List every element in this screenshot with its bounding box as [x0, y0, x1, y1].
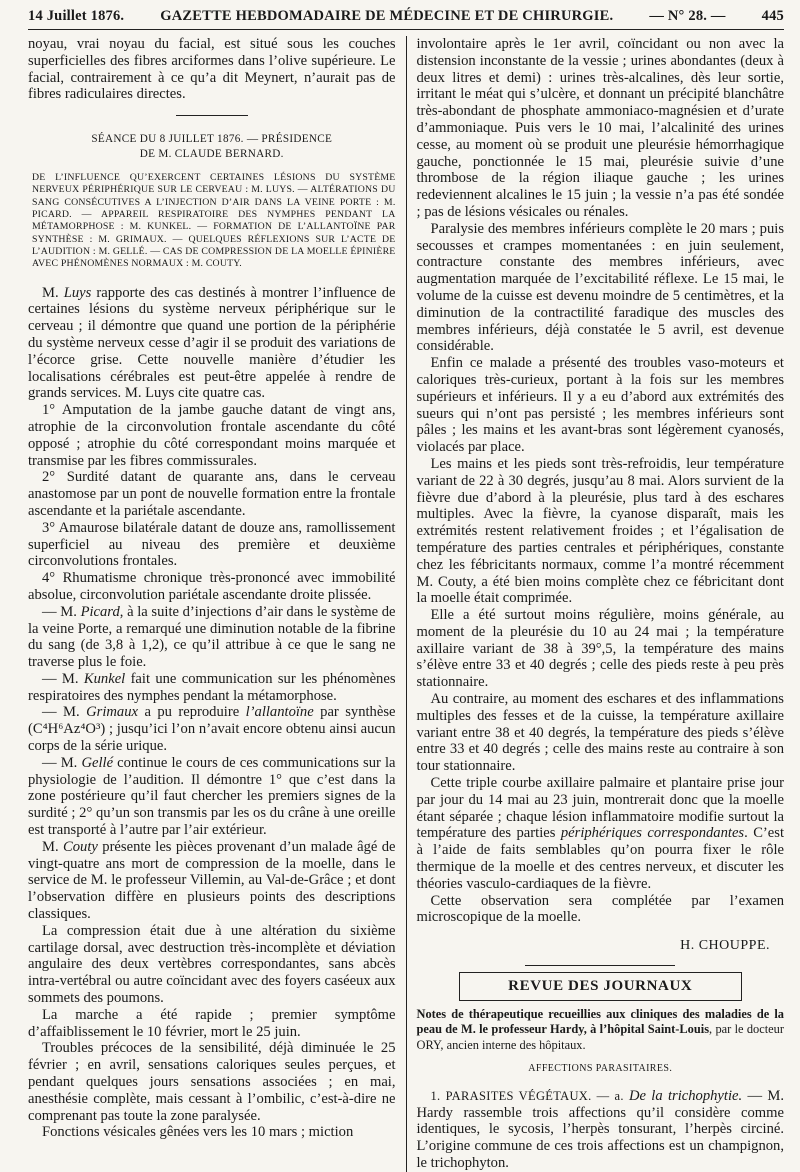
paragraph-grimaux: — M. Grimaux a pu reproduire l’allantoïne par synthèse (C⁴H⁶Az⁴O³) ; jusqu’ici l’on n’avait encore obtenu ainsi aucun corps de la série urique.: [28, 704, 396, 755]
paragraph-picard: — M. Picard, à la suite d’injections d’air dans le système de la veine Porte, a remarqué une diminution notable de la fibrine du sang (de 3,8 à 1,2), ce qu’il attribue à ce que le sang ne traverse plus le foie.: [28, 603, 396, 671]
divider: [525, 965, 675, 966]
header-journal-title: GAZETTE HEBDOMADAIRE DE MÉDECINE ET DE CHIRURGIE.: [160, 8, 614, 24]
paragraph: involontaire après le 1er avril, coïncidant ou non avec la distension inconstante de la vessie ; urines abondantes (deux à deux litres et demi) : urines très-alcalines, dès leur sortie, irritant le méat qui s’ulcère, et donnant un précipité blanchâtre très-abondant de phosphate ammoniaco-magnésien et d’urate d’ammoniaque. Puis vers le 10 mai, l’alcalinité des urines cesse, au moment où se produit une pleurésie hémorrhagique gauche, ponctionnée le 15 mai, pleurésie suivie d’une thrombose de la région iliaque gauche ; les urines redeviennent alcalines le 15 juin ; la vessie n’a pas été sondée ; pas de lésions vésicales ou rénales.: [416, 36, 784, 220]
case-2: 2° Surdité datant de quarante ans, dans le cerveau anastomose par un pont de nouvelle formation entre la frontale ascendante et la pariétale ascendante.: [28, 469, 396, 519]
paragraph-kunkel: — M. Kunkel fait une communication sur les phénomènes respiratoires des nymphes pendant la métamorphose.: [28, 670, 396, 704]
paragraph: Enfin ce malade a présenté des troubles vaso-moteurs et caloriques très-curieux, portant à la fois sur les membres supérieurs et inférieurs. Il y a eu d’abord aux extrémités des sueurs qui n’ont pas persisté ; les membres inférieurs sont pâles ; les mains et les avant-bras sont légèrement cyanosés, violacés par place.: [416, 355, 784, 456]
session-president-line: DE M. CLAUDE BERNARD.: [139, 148, 284, 161]
paragraph: Cette observation sera complétée par l’examen microscopique de la moelle.: [416, 892, 784, 926]
session-heading: [28, 132, 396, 162]
case-3: 3° Amaurose bilatérale datant de douze ans, ramollissement superficiel au niveau des première et deuxième circonvolutions frontales.: [28, 519, 396, 570]
author-signature: H. CHOUPPE.: [680, 938, 770, 954]
header-date: 14 Juillet 1876.: [28, 8, 125, 24]
left-column: [28, 36, 406, 1172]
paragraph: La compression était due à une altération du sixième cartilage dorsal, avec destruction très-incomplète et déviation angulaire des deux vertèbres correspondantes, sans abcès intra-vertébral ou autre coïncidant avec des foyers caséeux aux sommets des poumons.: [28, 922, 396, 1007]
article-heading: Notes de thérapeutique recueillies aux cliniques des maladies de la peau de M. le professeur Hardy, à l’hôpital Saint-Louis, par le docteur ORY, ancien interne des hôpitaux.: [416, 1006, 785, 1052]
subsection-heading: AFFECTIONS PARASITAIRES.: [528, 1063, 673, 1075]
header-page-number: 445: [761, 8, 784, 24]
paragraph: noyau, vrai noyau du facial, est situé sous les couches superficielles des fibres arciformes dans l’olive supérieure. Le facial, contrairement à ce qu’a dit Meynert, n’aurait pas de fibres radiculaires directes.: [28, 36, 396, 103]
right-column: [406, 36, 785, 1172]
paragraph-gelle: — M. Gellé continue le cours de ces communications sur la physiologie de l’audition. Il démontre 1° que c’est dans la zone postérieure qu’il faut chercher les premiers signes de la surdité ; 2° qu’un son transmis par les os du crâne à une oreille est transporté à l’autre par l’air extérieur.: [28, 754, 396, 839]
paragraph: Les mains et les pieds sont très-refroidis, leur température variant de 22 à 30 degrés, jusqu’au 8 mai. Alors survient de la fièvre due d’abord à la pleurésie, plus tard à des eschares multiples. Avec la fièvre, la cyanose disparaît, mais les extrémités restent relativement froides ; et l’égalisation de température des parties centrales et périphériques, constante chez les fébricitants normaux, comme l’a montré récemment M. Couty, a été bien moins complète chez ce fébricitant dont la moelle était comprimée.: [416, 455, 784, 607]
paragraph-luys: M. Luys rapporte des cas destinés à montrer l’influence de certaines lésions du système nerveux périphérique sur le cerveau ; il démontre que quand une portion de la périphérie du système nerveux cesse d’agir il se produit des variations de l’écorce grise. Cette nouvelle manière d’étudier les localisations cérébrales est peut-être appelée à rendre de grands services. M. Luys cite quatre cas.: [28, 284, 396, 402]
divider: [176, 115, 248, 116]
paragraph: Elle a été surtout moins régulière, moins générale, au moment de la pleurésie du 10 au 24 mai ; la température axillaire variant de 38 à 39°,5, la température des mains s’élève entre 33 et 40 degrés ; celle des pieds reste à peu près stationnaire.: [416, 607, 784, 691]
paragraph: Cette triple courbe axillaire palmaire et plantaire prise jour par jour du 14 mai au 23 juin, montrerait donc que la moelle étant séparée ; chaque lésion inflammatoire modifie surtout la température des parties périphériques correspondantes. C’est à l’aide de faits semblables qu’on pourra fixer le rôle thermique de la moelle et des centres nerveux, et discuter les théories vasculo-cardiaques de la fièvre.: [416, 775, 785, 892]
paragraph: 1. PARASITES VÉGÉTAUX. — a. De la trichophytie. — M. Hardy rassemble trois affections qu’il considère comme identiques, le sycosis, l’herpès tonsurant, l’herpès circiné. L’origine commune de ces trois affections est un champignon, le trichophyton.: [416, 1087, 784, 1172]
paragraph: Troubles précoces de la sensibilité, déjà diminuée le 25 février ; en avril, sensations caloriques seules perçues, et pendant quelques jours sensations associées ; en mai, anesthésie complète, mais cessant à l’ombilic, c’est-à-dire ne comprenant pas toute la zone paralysée.: [28, 1040, 396, 1124]
case-1: 1° Amputation de la jambe gauche datant de vingt ans, atrophie de la circonvolution frontale ascendante du côté opposé ; atrophie du côté correspondant moins marquée et transmise par les fibres commissurales.: [28, 402, 396, 469]
page-header: [28, 0, 784, 30]
paragraph-couty: M. Couty présente les pièces provenant d’un malade âgé de vingt-quatre ans mort de compression de la moelle, dans le service de M. le professeur Villemin, au Val-de-Grâce ; et dont l’observation diffère en plusieurs points des descriptions classiques.: [28, 838, 396, 923]
case-4: 4° Rhumatisme chronique très-prononcé avec immobilité absolue, circonvolution pariétale ascendante droite plissée.: [28, 570, 396, 603]
header-issue-number: — N° 28. —: [649, 8, 726, 24]
session-summary: DE L’INFLUENCE QU’EXERCENT CERTAINES LÉSIONS DU SYSTÈME NERVEUX PÉRIPHÉRIQUE SUR LE CERVEAU : M. LUYS. — ALTÉRATIONS DU SANG CONSÉCUTIVES A L’INJECTION D’AIR DANS LA VEINE PORTE : M. PICARD. — APPAREIL RESPIRATOIRE DES NYMPHES PENDANT LA MÉTAMORPHOSE : M. KUNKEL. — FORMATION DE L’ALLANTOÏNE PAR SYNTHÈSE : M. GRIMAUX. — QUELQUES RÉFLEXIONS SUR L’ACTE DE L’AUDITION : M. GELLÉ. — CAS DE COMPRESSION DE LA MOELLE ÉPINIÈRE AVEC PHÉNOMÈNES NORMAUX : M. COUTY.: [32, 172, 396, 270]
paragraph: Au contraire, au moment des eschares et des inflammations multiples des fesses et de la cuisse, la température axillaire variant entre 38 et 40 degrés, la température des pieds s’élève entre 33 et 40 degrés ; celle des mains reste au contraire à son tour stationnaire.: [416, 691, 784, 775]
paragraph: La marche a été rapide ; premier symptôme d’affaiblissement le 10 février, mort le 25 juin.: [28, 1006, 396, 1040]
section-title: REVUE DES JOURNAUX: [459, 972, 743, 1001]
paragraph: Paralysie des membres inférieurs complète le 20 mars ; puis secousses et crampes momentanées : en juin seulement, contracture constante des membres inférieurs, avec augmentation marquée de l’excitabilité réflexe. Le 15 mai, le volume de la cuisse est devenu moindre de 5 centimètres, et la diminution de la contractilité faradique des muscles des membres inférieurs, déjà constatée le 5 avril, est devenue considérable.: [416, 220, 784, 355]
paragraph: Fonctions vésicales gênées vers les 10 mars ; miction: [42, 1124, 354, 1141]
session-line: SÉANCE DU 8 JUILLET 1876. — PRÉSIDENCE: [91, 133, 333, 146]
